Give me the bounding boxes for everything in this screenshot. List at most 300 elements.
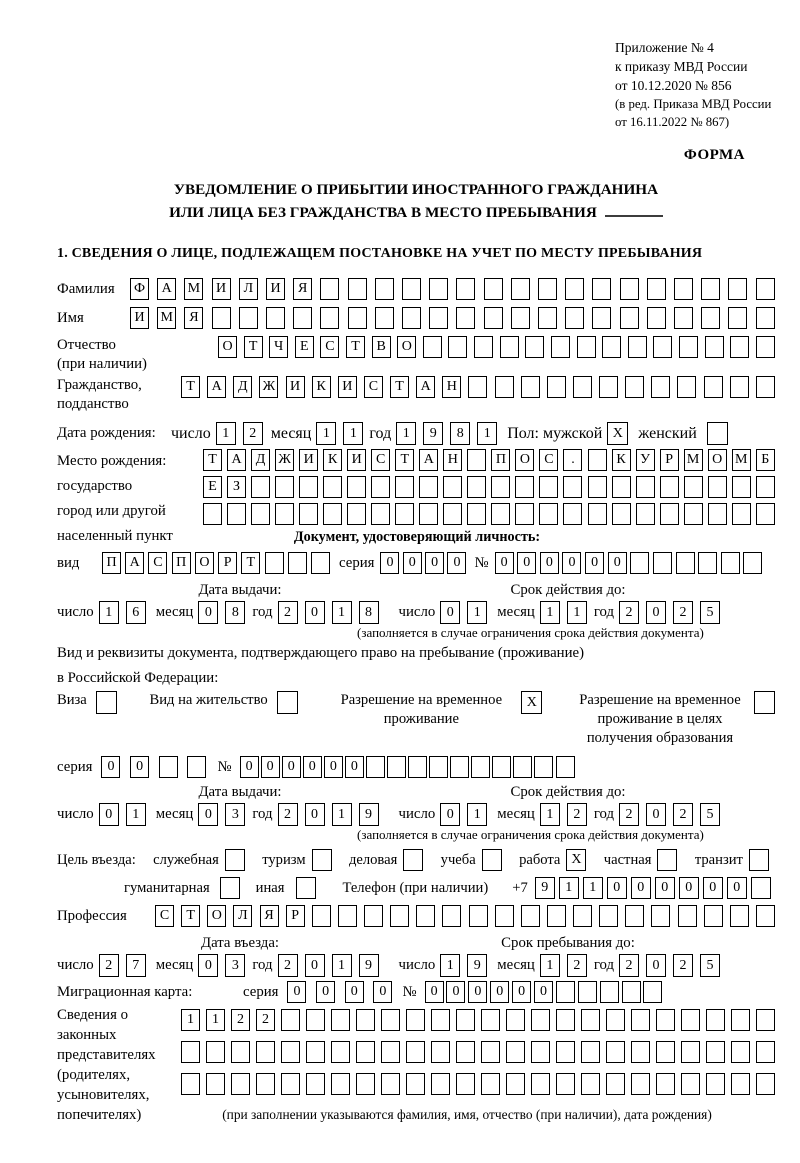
char-cell[interactable]: 9 xyxy=(423,422,443,445)
char-cell[interactable]: Я xyxy=(293,278,312,300)
char-cell[interactable] xyxy=(547,376,566,398)
char-cell[interactable]: О xyxy=(207,905,226,927)
char-cell[interactable] xyxy=(730,905,749,927)
char-cell[interactable]: М xyxy=(157,307,176,329)
char-cell[interactable]: 8 xyxy=(359,601,379,624)
char-cell[interactable]: З xyxy=(227,476,246,498)
char-cell[interactable] xyxy=(347,476,366,498)
char-cell[interactable] xyxy=(630,552,649,574)
char-cell[interactable] xyxy=(406,1009,425,1031)
char-cell[interactable] xyxy=(275,476,294,498)
char-cell[interactable] xyxy=(631,1041,650,1063)
char-cell[interactable] xyxy=(467,503,486,525)
char-cell[interactable] xyxy=(323,503,342,525)
char-cell[interactable]: 0 xyxy=(585,552,604,574)
char-cell[interactable]: 0 xyxy=(261,756,280,778)
char-cell[interactable] xyxy=(599,905,618,927)
char-cell[interactable] xyxy=(732,503,751,525)
purpose-study-checkbox[interactable] xyxy=(482,849,502,871)
char-cell[interactable] xyxy=(256,1041,275,1063)
char-cell[interactable] xyxy=(277,691,298,714)
char-cell[interactable] xyxy=(731,1009,750,1031)
char-cell[interactable]: 0 xyxy=(679,877,699,899)
char-cell[interactable] xyxy=(701,307,720,329)
char-cell[interactable] xyxy=(338,905,357,927)
char-cell[interactable]: И xyxy=(130,307,149,329)
char-cell[interactable] xyxy=(539,503,558,525)
char-cell[interactable]: 2 xyxy=(673,601,693,624)
char-cell[interactable]: 9 xyxy=(359,954,379,977)
char-cell[interactable] xyxy=(491,476,510,498)
purpose-business-checkbox[interactable] xyxy=(403,849,423,871)
char-cell[interactable]: М xyxy=(184,278,203,300)
char-cell[interactable]: А xyxy=(207,376,226,398)
char-cell[interactable] xyxy=(419,476,438,498)
char-cell[interactable] xyxy=(375,278,394,300)
char-cell[interactable] xyxy=(756,905,775,927)
char-cell[interactable] xyxy=(657,849,677,871)
char-cell[interactable] xyxy=(756,503,775,525)
char-cell[interactable]: 0 xyxy=(303,756,322,778)
char-cell[interactable] xyxy=(206,1073,225,1095)
char-cell[interactable] xyxy=(756,376,775,398)
char-cell[interactable] xyxy=(534,756,553,778)
char-cell[interactable] xyxy=(656,1041,675,1063)
char-cell[interactable]: 0 xyxy=(631,877,651,899)
char-cell[interactable] xyxy=(606,1009,625,1031)
char-cell[interactable] xyxy=(348,307,367,329)
char-cell[interactable] xyxy=(602,336,621,358)
char-cell[interactable] xyxy=(320,278,339,300)
char-cell[interactable]: 2 xyxy=(619,803,639,826)
char-cell[interactable]: П xyxy=(172,552,191,574)
char-cell[interactable] xyxy=(239,307,258,329)
char-cell[interactable] xyxy=(620,278,639,300)
char-cell[interactable] xyxy=(500,336,519,358)
char-cell[interactable]: 0 xyxy=(440,803,460,826)
char-cell[interactable] xyxy=(390,905,409,927)
char-cell[interactable]: 8 xyxy=(225,601,245,624)
char-cell[interactable]: 2 xyxy=(278,601,298,624)
char-cell[interactable]: 6 xyxy=(126,601,146,624)
char-cell[interactable] xyxy=(681,1009,700,1031)
char-cell[interactable] xyxy=(581,1041,600,1063)
char-cell[interactable] xyxy=(622,981,641,1003)
residence-permit-checkbox[interactable] xyxy=(277,691,298,714)
char-cell[interactable] xyxy=(706,1009,725,1031)
char-cell[interactable]: Ж xyxy=(259,376,278,398)
char-cell[interactable]: 2 xyxy=(99,954,119,977)
char-cell[interactable] xyxy=(443,476,462,498)
char-cell[interactable] xyxy=(231,1073,250,1095)
char-cell[interactable]: 2 xyxy=(567,803,587,826)
char-cell[interactable]: А xyxy=(227,449,246,471)
char-cell[interactable]: У xyxy=(636,449,655,471)
char-cell[interactable]: О xyxy=(195,552,214,574)
char-cell[interactable] xyxy=(563,503,582,525)
char-cell[interactable] xyxy=(506,1073,525,1095)
char-cell[interactable] xyxy=(456,278,475,300)
char-cell[interactable] xyxy=(674,307,693,329)
char-cell[interactable] xyxy=(674,278,693,300)
char-cell[interactable]: Р xyxy=(286,905,305,927)
char-cell[interactable] xyxy=(299,476,318,498)
char-cell[interactable] xyxy=(681,1073,700,1095)
char-cell[interactable] xyxy=(653,552,672,574)
char-cell[interactable]: 0 xyxy=(316,981,335,1003)
char-cell[interactable] xyxy=(581,1073,600,1095)
char-cell[interactable]: 0 xyxy=(540,552,559,574)
char-cell[interactable] xyxy=(467,449,486,471)
char-cell[interactable] xyxy=(429,756,448,778)
char-cell[interactable]: Т xyxy=(395,449,414,471)
char-cell[interactable]: 1 xyxy=(467,601,487,624)
char-cell[interactable] xyxy=(484,307,503,329)
char-cell[interactable]: 0 xyxy=(403,552,422,574)
char-cell[interactable] xyxy=(708,476,727,498)
char-cell[interactable]: 0 xyxy=(607,877,627,899)
char-cell[interactable] xyxy=(281,1009,300,1031)
char-cell[interactable] xyxy=(704,905,723,927)
char-cell[interactable] xyxy=(251,476,270,498)
char-cell[interactable] xyxy=(731,1041,750,1063)
char-cell[interactable] xyxy=(395,476,414,498)
char-cell[interactable] xyxy=(565,307,584,329)
char-cell[interactable]: Л xyxy=(239,278,258,300)
char-cell[interactable]: 0 xyxy=(99,803,119,826)
char-cell[interactable]: 5 xyxy=(700,954,720,977)
char-cell[interactable]: Д xyxy=(251,449,270,471)
char-cell[interactable] xyxy=(306,1073,325,1095)
char-cell[interactable] xyxy=(281,1041,300,1063)
char-cell[interactable] xyxy=(495,905,514,927)
sex-male-checkbox[interactable] xyxy=(607,422,628,445)
char-cell[interactable] xyxy=(443,503,462,525)
purpose-humanitarian-checkbox[interactable] xyxy=(220,877,240,899)
char-cell[interactable] xyxy=(573,905,592,927)
visa-checkbox[interactable] xyxy=(96,691,117,714)
char-cell[interactable]: 0 xyxy=(380,552,399,574)
char-cell[interactable] xyxy=(643,981,662,1003)
char-cell[interactable] xyxy=(577,336,596,358)
char-cell[interactable]: С xyxy=(371,449,390,471)
char-cell[interactable] xyxy=(708,503,727,525)
purpose-other-checkbox[interactable] xyxy=(296,877,316,899)
char-cell[interactable] xyxy=(538,278,557,300)
char-cell[interactable] xyxy=(656,1073,675,1095)
char-cell[interactable] xyxy=(227,503,246,525)
char-cell[interactable] xyxy=(266,307,285,329)
char-cell[interactable]: И xyxy=(347,449,366,471)
char-cell[interactable] xyxy=(423,336,442,358)
char-cell[interactable]: 1 xyxy=(540,803,560,826)
char-cell[interactable] xyxy=(653,336,672,358)
char-cell[interactable]: Т xyxy=(203,449,222,471)
char-cell[interactable] xyxy=(306,1041,325,1063)
char-cell[interactable]: 8 xyxy=(450,422,470,445)
sex-female-checkbox[interactable] xyxy=(707,422,728,445)
char-cell[interactable] xyxy=(356,1009,375,1031)
char-cell[interactable] xyxy=(556,1073,575,1095)
char-cell[interactable]: 1 xyxy=(440,954,460,977)
char-cell[interactable] xyxy=(754,691,775,714)
char-cell[interactable] xyxy=(531,1041,550,1063)
char-cell[interactable]: А xyxy=(157,278,176,300)
char-cell[interactable] xyxy=(402,278,421,300)
char-cell[interactable] xyxy=(511,307,530,329)
char-cell[interactable]: 9 xyxy=(467,954,487,977)
char-cell[interactable]: 1 xyxy=(316,422,336,445)
char-cell[interactable]: 0 xyxy=(534,981,553,1003)
char-cell[interactable]: 1 xyxy=(332,601,352,624)
char-cell[interactable]: 1 xyxy=(216,422,236,445)
char-cell[interactable] xyxy=(181,1073,200,1095)
char-cell[interactable] xyxy=(513,756,532,778)
char-cell[interactable]: 2 xyxy=(619,601,639,624)
char-cell[interactable]: X xyxy=(566,849,586,871)
char-cell[interactable]: 1 xyxy=(396,422,416,445)
char-cell[interactable] xyxy=(732,476,751,498)
char-cell[interactable] xyxy=(431,1009,450,1031)
char-cell[interactable] xyxy=(588,449,607,471)
char-cell[interactable]: 0 xyxy=(646,601,666,624)
char-cell[interactable]: 0 xyxy=(198,601,218,624)
char-cell[interactable]: 1 xyxy=(332,803,352,826)
char-cell[interactable]: 3 xyxy=(225,803,245,826)
char-cell[interactable]: 0 xyxy=(305,601,325,624)
char-cell[interactable] xyxy=(756,307,775,329)
char-cell[interactable] xyxy=(256,1073,275,1095)
char-cell[interactable] xyxy=(636,503,655,525)
char-cell[interactable]: 0 xyxy=(446,981,465,1003)
char-cell[interactable]: 0 xyxy=(495,552,514,574)
char-cell[interactable] xyxy=(364,905,383,927)
char-cell[interactable] xyxy=(731,1073,750,1095)
char-cell[interactable]: К xyxy=(312,376,331,398)
char-cell[interactable] xyxy=(429,278,448,300)
char-cell[interactable] xyxy=(456,1009,475,1031)
char-cell[interactable] xyxy=(312,849,332,871)
char-cell[interactable]: И xyxy=(266,278,285,300)
char-cell[interactable]: Н xyxy=(443,449,462,471)
char-cell[interactable]: С xyxy=(539,449,558,471)
char-cell[interactable] xyxy=(159,756,178,778)
char-cell[interactable] xyxy=(756,1073,775,1095)
char-cell[interactable] xyxy=(491,503,510,525)
char-cell[interactable]: Б xyxy=(756,449,775,471)
char-cell[interactable]: 1 xyxy=(559,877,579,899)
char-cell[interactable] xyxy=(647,278,666,300)
char-cell[interactable] xyxy=(684,476,703,498)
purpose-tourism-checkbox[interactable] xyxy=(312,849,332,871)
char-cell[interactable] xyxy=(756,336,775,358)
char-cell[interactable] xyxy=(481,1009,500,1031)
char-cell[interactable]: 0 xyxy=(727,877,747,899)
char-cell[interactable]: 0 xyxy=(646,803,666,826)
char-cell[interactable] xyxy=(312,905,331,927)
char-cell[interactable] xyxy=(751,877,771,899)
char-cell[interactable] xyxy=(592,278,611,300)
char-cell[interactable]: 0 xyxy=(287,981,306,1003)
char-cell[interactable]: 2 xyxy=(673,954,693,977)
char-cell[interactable]: 7 xyxy=(126,954,146,977)
char-cell[interactable]: И xyxy=(212,278,231,300)
char-cell[interactable]: С xyxy=(155,905,174,927)
purpose-work-checkbox[interactable] xyxy=(566,849,586,871)
char-cell[interactable] xyxy=(563,476,582,498)
char-cell[interactable]: 0 xyxy=(517,552,536,574)
char-cell[interactable] xyxy=(756,278,775,300)
char-cell[interactable]: М xyxy=(732,449,751,471)
char-cell[interactable]: 0 xyxy=(305,954,325,977)
char-cell[interactable]: Д xyxy=(233,376,252,398)
char-cell[interactable]: О xyxy=(515,449,534,471)
char-cell[interactable] xyxy=(749,849,769,871)
char-cell[interactable]: Т xyxy=(244,336,263,358)
char-cell[interactable] xyxy=(581,1009,600,1031)
char-cell[interactable] xyxy=(651,905,670,927)
char-cell[interactable] xyxy=(331,1009,350,1031)
char-cell[interactable] xyxy=(492,756,511,778)
rvp-checkbox[interactable] xyxy=(521,691,542,714)
char-cell[interactable] xyxy=(416,905,435,927)
char-cell[interactable] xyxy=(356,1041,375,1063)
char-cell[interactable] xyxy=(442,905,461,927)
char-cell[interactable]: Н xyxy=(442,376,461,398)
char-cell[interactable] xyxy=(311,552,330,574)
char-cell[interactable]: В xyxy=(372,336,391,358)
char-cell[interactable] xyxy=(636,476,655,498)
char-cell[interactable]: И xyxy=(299,449,318,471)
char-cell[interactable] xyxy=(606,1041,625,1063)
char-cell[interactable] xyxy=(468,376,487,398)
char-cell[interactable]: 2 xyxy=(231,1009,250,1031)
char-cell[interactable]: Л xyxy=(233,905,252,927)
char-cell[interactable] xyxy=(521,905,540,927)
char-cell[interactable]: О xyxy=(218,336,237,358)
char-cell[interactable]: М xyxy=(684,449,703,471)
char-cell[interactable] xyxy=(482,849,502,871)
char-cell[interactable]: 2 xyxy=(619,954,639,977)
purpose-private-checkbox[interactable] xyxy=(657,849,677,871)
char-cell[interactable] xyxy=(456,1073,475,1095)
char-cell[interactable] xyxy=(573,376,592,398)
char-cell[interactable] xyxy=(660,476,679,498)
char-cell[interactable]: Т xyxy=(241,552,260,574)
char-cell[interactable] xyxy=(281,1073,300,1095)
char-cell[interactable] xyxy=(612,503,631,525)
char-cell[interactable] xyxy=(469,905,488,927)
char-cell[interactable] xyxy=(556,1009,575,1031)
char-cell[interactable]: 0 xyxy=(198,954,218,977)
char-cell[interactable]: 0 xyxy=(490,981,509,1003)
char-cell[interactable] xyxy=(676,552,695,574)
char-cell[interactable]: 5 xyxy=(700,601,720,624)
char-cell[interactable] xyxy=(631,1009,650,1031)
char-cell[interactable] xyxy=(628,336,647,358)
char-cell[interactable]: А xyxy=(416,376,435,398)
char-cell[interactable]: 0 xyxy=(440,601,460,624)
char-cell[interactable]: 0 xyxy=(468,981,487,1003)
char-cell[interactable] xyxy=(306,1009,325,1031)
char-cell[interactable]: . xyxy=(563,449,582,471)
char-cell[interactable] xyxy=(187,756,206,778)
char-cell[interactable]: 0 xyxy=(608,552,627,574)
char-cell[interactable]: И xyxy=(286,376,305,398)
char-cell[interactable] xyxy=(656,1009,675,1031)
char-cell[interactable]: 0 xyxy=(646,954,666,977)
char-cell[interactable]: 2 xyxy=(278,954,298,977)
char-cell[interactable] xyxy=(448,336,467,358)
char-cell[interactable] xyxy=(403,849,423,871)
char-cell[interactable] xyxy=(471,756,490,778)
char-cell[interactable]: 0 xyxy=(425,552,444,574)
char-cell[interactable] xyxy=(728,307,747,329)
char-cell[interactable] xyxy=(660,503,679,525)
char-cell[interactable] xyxy=(588,476,607,498)
char-cell[interactable] xyxy=(429,307,448,329)
char-cell[interactable]: 1 xyxy=(540,954,560,977)
char-cell[interactable] xyxy=(348,278,367,300)
char-cell[interactable] xyxy=(730,376,749,398)
char-cell[interactable] xyxy=(592,307,611,329)
char-cell[interactable]: К xyxy=(323,449,342,471)
char-cell[interactable]: И xyxy=(338,376,357,398)
char-cell[interactable] xyxy=(679,336,698,358)
char-cell[interactable] xyxy=(456,1041,475,1063)
char-cell[interactable] xyxy=(588,503,607,525)
char-cell[interactable]: П xyxy=(491,449,510,471)
char-cell[interactable] xyxy=(381,1073,400,1095)
char-cell[interactable] xyxy=(395,503,414,525)
char-cell[interactable]: 1 xyxy=(332,954,352,977)
char-cell[interactable]: 1 xyxy=(540,601,560,624)
char-cell[interactable] xyxy=(707,422,728,445)
char-cell[interactable] xyxy=(625,905,644,927)
char-cell[interactable] xyxy=(371,503,390,525)
char-cell[interactable] xyxy=(706,1041,725,1063)
char-cell[interactable] xyxy=(556,981,575,1003)
char-cell[interactable] xyxy=(481,1073,500,1095)
char-cell[interactable] xyxy=(381,1009,400,1031)
purpose-official-checkbox[interactable] xyxy=(225,849,245,871)
char-cell[interactable] xyxy=(677,376,696,398)
char-cell[interactable]: X xyxy=(521,691,542,714)
char-cell[interactable]: 0 xyxy=(373,981,392,1003)
char-cell[interactable]: Ч xyxy=(269,336,288,358)
char-cell[interactable]: 0 xyxy=(240,756,259,778)
char-cell[interactable]: 2 xyxy=(256,1009,275,1031)
char-cell[interactable]: X xyxy=(607,422,628,445)
char-cell[interactable]: 1 xyxy=(343,422,363,445)
char-cell[interactable] xyxy=(647,307,666,329)
char-cell[interactable]: 2 xyxy=(673,803,693,826)
char-cell[interactable]: 2 xyxy=(243,422,263,445)
char-cell[interactable] xyxy=(701,278,720,300)
char-cell[interactable] xyxy=(331,1073,350,1095)
char-cell[interactable] xyxy=(406,1041,425,1063)
char-cell[interactable]: 2 xyxy=(278,803,298,826)
char-cell[interactable] xyxy=(600,981,619,1003)
char-cell[interactable] xyxy=(721,552,740,574)
char-cell[interactable]: О xyxy=(397,336,416,358)
char-cell[interactable]: 3 xyxy=(225,954,245,977)
char-cell[interactable] xyxy=(181,1041,200,1063)
char-cell[interactable] xyxy=(206,1041,225,1063)
char-cell[interactable] xyxy=(212,307,231,329)
char-cell[interactable] xyxy=(547,905,566,927)
char-cell[interactable]: А xyxy=(125,552,144,574)
